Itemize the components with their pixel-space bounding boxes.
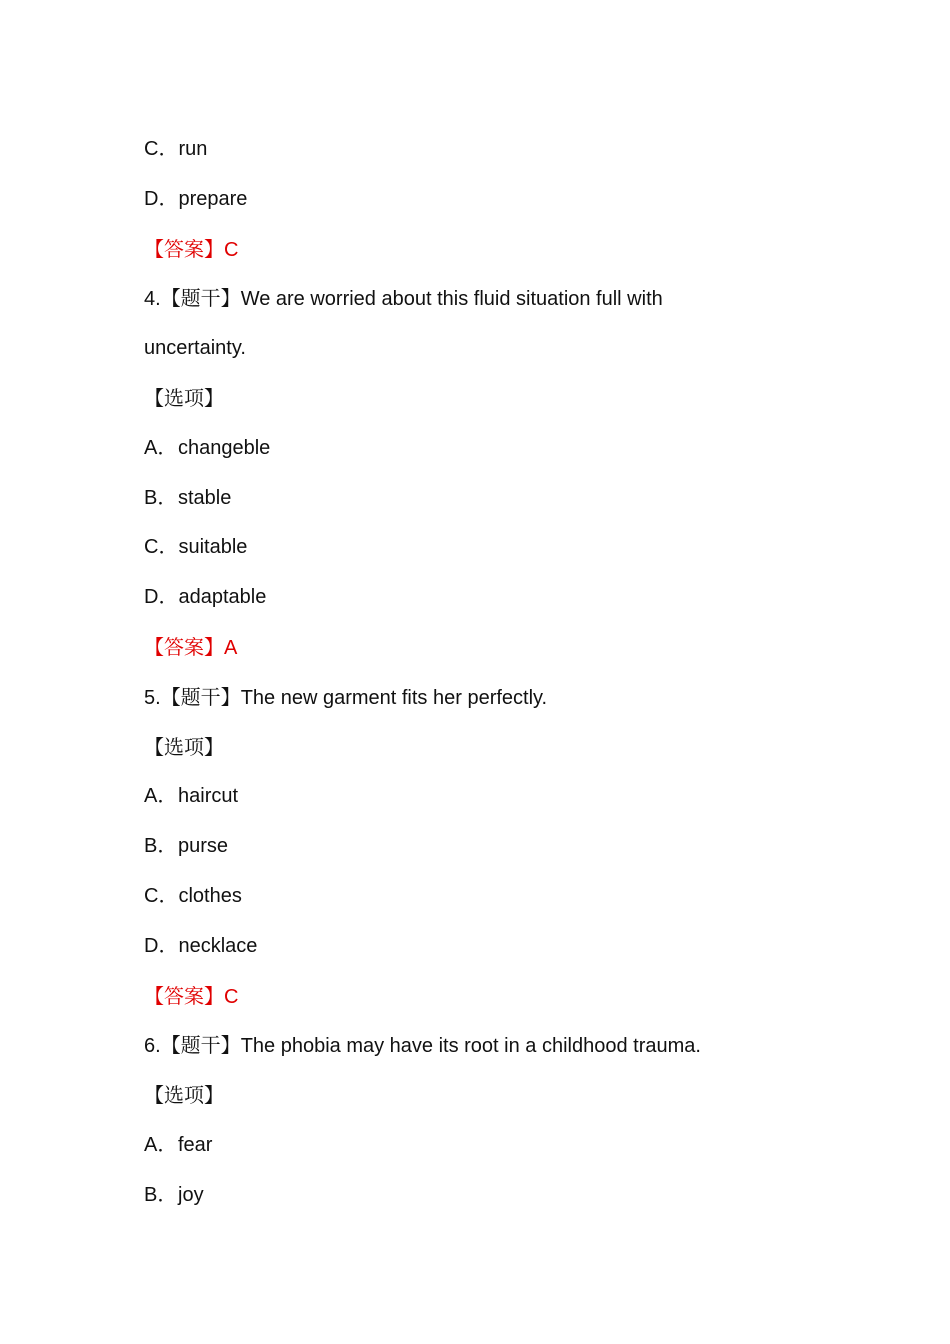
option-text: necklace <box>178 934 258 957</box>
option-letter: A． <box>144 436 178 459</box>
stem-continuation <box>144 324 844 374</box>
answer-line <box>144 623 844 673</box>
option-text: suitable <box>178 536 248 559</box>
option-text: adaptable <box>178 586 267 609</box>
answer-value: A <box>224 636 238 659</box>
option-letter: B． <box>144 486 178 509</box>
option-text: prepare <box>178 187 248 210</box>
option-text: fear <box>178 1133 213 1156</box>
stem-text: uncertainty. <box>144 337 246 360</box>
option-line <box>144 573 844 623</box>
question-number: 5. <box>144 686 161 709</box>
stem-text: The phobia may have its root in a childhood trauma. <box>240 1035 701 1058</box>
answer-label: 【答案】 <box>144 634 224 659</box>
stem-text: We are worried about this fluid situation full with <box>240 288 663 311</box>
options-header <box>144 1071 844 1121</box>
stem-text: The new garment fits her perfectly. <box>240 686 548 709</box>
stem-label: 【题干】 <box>160 684 241 709</box>
question-number: 6. <box>144 1035 161 1058</box>
question-stem <box>144 673 844 723</box>
answer-value: C <box>224 985 239 1008</box>
options-label: 【选项】 <box>144 1083 224 1108</box>
option-letter: D． <box>144 586 179 609</box>
answer-label: 【答案】 <box>144 983 224 1008</box>
option-text: joy <box>178 1183 204 1206</box>
question-number: 4. <box>144 288 161 311</box>
question-stem <box>144 1021 844 1071</box>
option-line <box>144 772 844 822</box>
question-stem <box>144 274 844 324</box>
answer-line <box>144 225 844 275</box>
option-line <box>144 1121 844 1171</box>
option-letter: A． <box>144 785 178 808</box>
option-text: haircut <box>178 785 239 808</box>
option-line <box>144 1171 844 1221</box>
options-label: 【选项】 <box>144 385 224 410</box>
document-content <box>144 125 844 1221</box>
option-text: clothes <box>178 884 242 907</box>
option-line <box>144 822 844 872</box>
option-letter: B． <box>144 1183 178 1206</box>
option-text: stable <box>178 486 232 509</box>
answer-line <box>144 972 844 1022</box>
option-letter: B． <box>144 835 178 858</box>
option-line <box>144 424 844 474</box>
option-text: purse <box>178 835 229 858</box>
option-line <box>144 125 844 175</box>
options-header <box>144 723 844 773</box>
option-line <box>144 523 844 573</box>
option-letter: C． <box>144 884 179 907</box>
option-line <box>144 872 844 922</box>
option-letter: D． <box>144 934 179 957</box>
answer-value: C <box>224 238 239 261</box>
option-line <box>144 922 844 972</box>
option-text: changeble <box>178 436 271 459</box>
stem-label: 【题干】 <box>160 286 241 311</box>
option-line <box>144 175 844 225</box>
option-letter: D． <box>144 187 179 210</box>
options-label: 【选项】 <box>144 734 224 759</box>
option-letter: A． <box>144 1133 178 1156</box>
options-header <box>144 374 844 424</box>
option-letter: C． <box>144 138 179 160</box>
stem-label: 【题干】 <box>160 1033 241 1058</box>
answer-label: 【答案】 <box>144 236 224 261</box>
option-line <box>144 474 844 524</box>
option-letter: C． <box>144 536 179 559</box>
option-text: run <box>178 138 208 160</box>
